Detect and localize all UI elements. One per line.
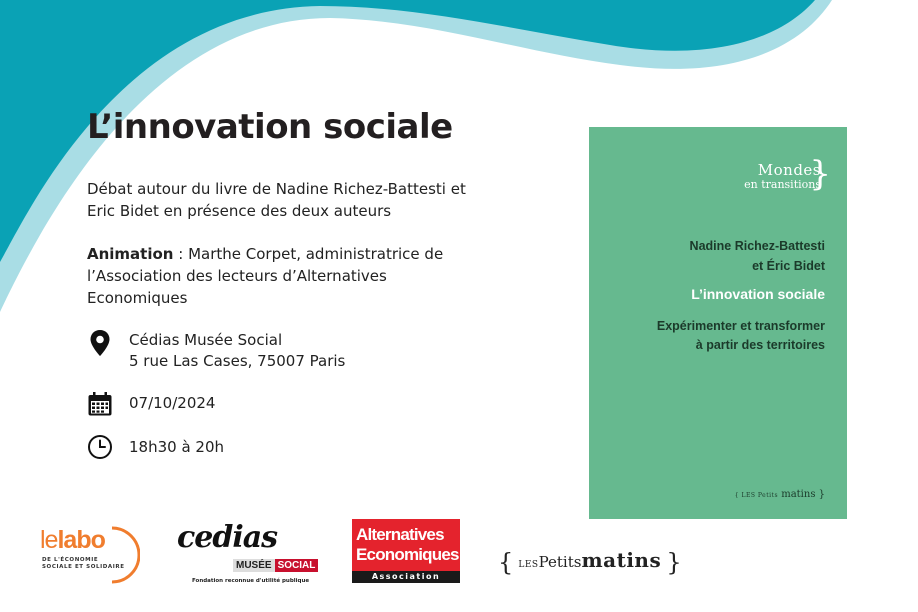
book-subtitle-line2: à partir des territoires [695,338,825,352]
event-animation [87,243,447,309]
date-row [87,391,215,417]
book-series-line1: Mondes [757,161,821,179]
book-series-brace: } [809,154,831,194]
lelabo-sub-line1: DE L'ÉCONOMIE [42,557,99,563]
cedias-social: SOCIAL [275,559,319,572]
alternatives-bar: Association [352,571,460,583]
book-authors [690,236,825,276]
event-date: 07/10/2024 [129,394,216,412]
lelabo-name [40,526,105,555]
map-pin-icon [87,330,113,356]
alternatives-red-box [352,519,460,571]
time-row [87,434,224,460]
book-author-line1: Nadine Richez-Battesti [689,239,825,253]
book-title: L’innovation sociale [691,286,825,302]
cedias-logo [175,520,316,586]
petits-matins-open: { [498,548,514,577]
calendar-icon [87,391,113,417]
book-subtitle-line1: Expérimenter et transformer [656,319,825,333]
book-publisher [735,489,825,500]
book-publisher-main: matins } [781,489,825,500]
clock-icon [87,434,113,460]
lelabo-subtitle [42,557,125,571]
location-row [87,330,345,372]
event-time: 18h30 à 20h [129,438,225,456]
petits-matins-les: LES [518,560,539,570]
book-series-line2: en transitions [744,178,821,191]
lelabo-labo: labo [57,526,105,554]
venue-name: Cédias Musée Social [129,331,283,349]
petits-matins-logo [498,548,682,577]
book-cover [589,127,847,519]
venue-address: 5 rue Las Cases, 75007 Paris [129,352,346,370]
animation-text: : Marthe Corpet, administratrice de l’Association des lecteurs d’Alternatives Economiques [87,245,444,307]
lelabo-sub-line2: SOCIALE ET SOLIDAIRE [42,564,125,570]
book-author-line2: et Éric Bidet [752,259,825,273]
cedias-foot: Fondation reconnue d'utilité publique [192,578,310,584]
event-description: Débat autour du livre de Nadine Richez-Battesti et Eric Bidet en présence des deux auteurs [87,180,466,220]
lelabo-le: le [40,526,58,554]
alternatives-line1: Alternatives [356,525,444,544]
book-subtitle [657,317,825,355]
petits-matins-petits: Petits [538,553,582,571]
event-title: L’innovation sociale [87,107,453,147]
cedias-musee: MUSÉE [233,559,275,572]
alternatives-economiques-logo [352,519,460,583]
animation-label: Animation [87,245,174,263]
book-publisher-prefix: { LES Petits [734,492,779,499]
lelabo-arc [110,524,140,586]
partner-logos [0,512,918,602]
petits-matins-close: } [666,548,682,577]
petits-matins-matins: matins [581,548,662,572]
cedias-musee-social [233,559,318,572]
alternatives-line2: Economiques [356,545,459,564]
lelabo-logo [40,520,135,582]
cedias-name: cedias [177,520,278,555]
venue [129,330,345,372]
